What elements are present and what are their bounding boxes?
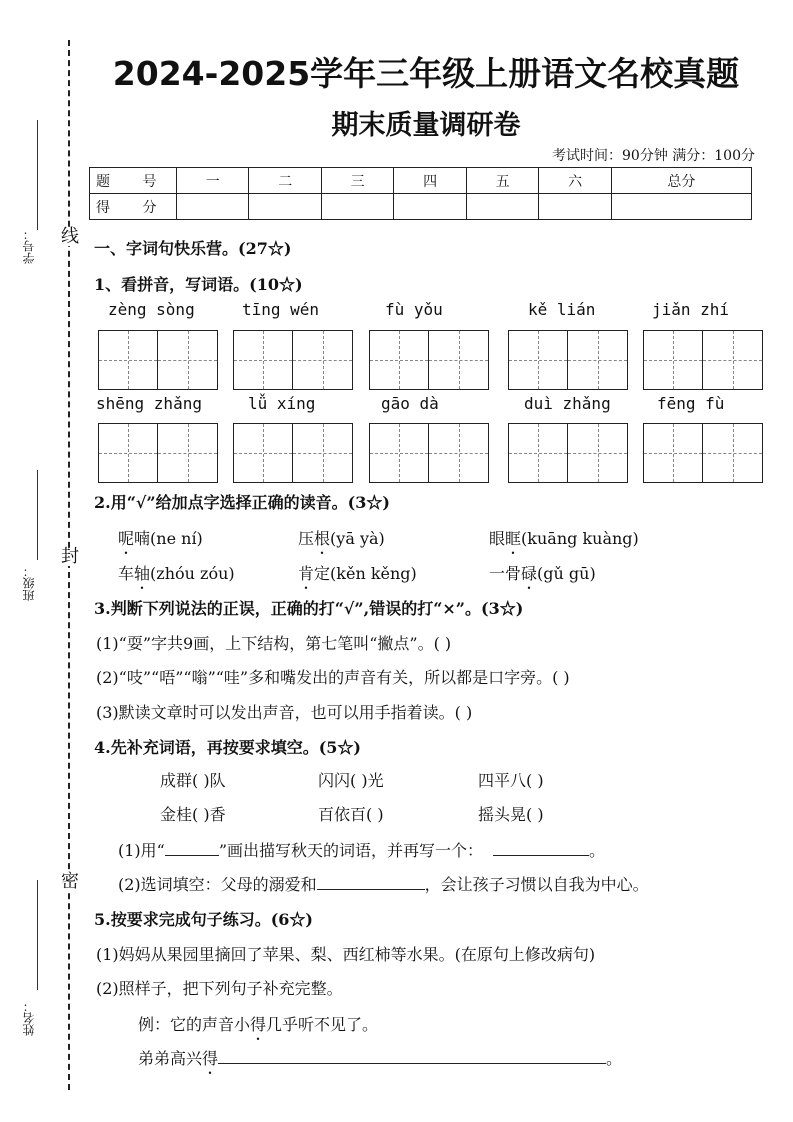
class-rule <box>37 470 38 560</box>
answer-blank[interactable] <box>218 1049 606 1064</box>
writing-grid[interactable] <box>233 330 353 390</box>
dotted-char: 根 <box>314 529 331 548</box>
fill-word[interactable]: 四平八( ) <box>478 771 544 790</box>
score-table-cell: 总分 <box>611 168 751 194</box>
page-title: 2024-2025学年三年级上册语文名校真题 <box>112 54 740 93</box>
writing-grid[interactable] <box>98 423 218 483</box>
sentence-task: (2)照样子，把下列句子补充完整。 <box>96 979 343 998</box>
score-table-cell: 题 号 <box>90 168 177 194</box>
score-table-cell: 得 分 <box>90 194 177 220</box>
reading-item: 压根(yā yà) <box>298 529 385 548</box>
writing-grid[interactable] <box>643 423 763 483</box>
question-heading: 1、看拼音，写词语。(10☆) <box>94 275 303 294</box>
score-input-cell[interactable] <box>466 194 538 220</box>
pinyin-label: lǚ xíng <box>248 394 316 413</box>
page-subtitle: 期末质量调研卷 <box>331 110 521 141</box>
writing-grid[interactable] <box>643 330 763 390</box>
exam-info: 考试时间：90分钟 满分：100分 <box>552 148 755 164</box>
score-input-cell[interactable] <box>321 194 393 220</box>
fill-word[interactable]: 成群( )队 <box>160 771 226 790</box>
writing-grid[interactable] <box>508 330 628 390</box>
fill-word[interactable]: 金桂( )香 <box>160 805 226 824</box>
dotted-char: 呢 <box>118 529 135 548</box>
score-table-cell: 三 <box>321 168 393 194</box>
pinyin-label: gāo dà <box>381 394 439 413</box>
name-label: 姓名： <box>22 1000 36 1036</box>
dotted-char: 肯 <box>298 564 315 583</box>
score-input-cell[interactable] <box>394 194 466 220</box>
pinyin-label: duì zhǎng <box>524 394 611 413</box>
judgement-item[interactable]: (1)“耍”字共9画，上下结构，第七笔叫“撇点”。( ) <box>96 634 452 653</box>
pinyin-label: jiǎn zhí <box>652 300 730 319</box>
binding-mark-xian: 线 <box>61 226 79 247</box>
reading-item: 呢喃(ne ní) <box>118 529 203 548</box>
name-rule <box>37 880 38 990</box>
fill-word[interactable]: 摇头晃( ) <box>478 805 544 824</box>
student-id-rule <box>37 120 38 230</box>
writing-grid[interactable] <box>98 330 218 390</box>
pinyin-label: fù yǒu <box>385 300 443 319</box>
answer-blank[interactable] <box>493 841 589 856</box>
score-input-cell[interactable] <box>177 194 249 220</box>
fill-sentence: (1)用“ ”画出描写秋天的词语，并再写一个： 。 <box>118 841 606 860</box>
task-sentence: 弟弟高兴得 。 <box>138 1049 623 1068</box>
score-table-score-row <box>90 194 752 220</box>
pinyin-label: zèng sòng <box>108 300 195 319</box>
writing-grid[interactable] <box>369 423 489 483</box>
fill-sentence: (2)选词填空：父母的溺爱和 ，会让孩子习惯以自我为中心。 <box>118 875 649 894</box>
question-heading: 4.先补充词语，再按要求填空。(5☆) <box>94 738 361 757</box>
writing-grid[interactable] <box>508 423 628 483</box>
question-heading: 3.判断下列说法的正误，正确的打“√”,错误的打“×”。(3☆) <box>94 599 524 618</box>
example-sentence: 例：它的声音小得几乎听不见了。 <box>138 1015 379 1034</box>
pinyin-label: fēng fù <box>657 394 725 413</box>
pinyin-label: tīng wén <box>242 300 320 319</box>
score-table-header-row <box>90 168 752 194</box>
score-table <box>89 167 752 220</box>
pinyin-label: shēng zhǎng <box>96 394 202 413</box>
answer-blank[interactable] <box>317 875 425 890</box>
writing-grid[interactable] <box>233 423 353 483</box>
score-table-cell: 五 <box>466 168 538 194</box>
score-table-cell: 四 <box>394 168 466 194</box>
judgement-item[interactable]: (3)默读文章时可以发出声音，也可以用手指着读。( ) <box>96 703 473 722</box>
score-input-cell[interactable] <box>249 194 321 220</box>
fill-word[interactable]: 百依百( ) <box>318 805 384 824</box>
underline-blank <box>165 841 219 856</box>
pinyin-label: kě lián <box>528 300 596 319</box>
reading-item: 眼眶(kuāng kuàng) <box>489 529 639 548</box>
section-heading: 一、字词句快乐营。(27☆) <box>94 239 292 258</box>
dotted-char: 轴 <box>134 564 151 583</box>
score-table-cell: 六 <box>539 168 611 194</box>
dotted-char: 眶 <box>505 529 522 548</box>
question-heading: 5.按要求完成句子练习。(6☆) <box>94 910 313 929</box>
score-input-cell[interactable] <box>611 194 751 220</box>
judgement-item[interactable]: (2)“吱”“唔”“嗡”“哇”多和嘴发出的声音有关，所以都是口字旁。( ) <box>96 668 570 687</box>
question-heading: 2.用“√”给加点字选择正确的读音。(3☆) <box>94 493 390 512</box>
reading-item: 一骨碌(gǔ gū) <box>489 564 596 583</box>
dotted-char: 得 <box>250 1015 267 1034</box>
writing-grid[interactable] <box>369 330 489 390</box>
reading-item: 肯定(kěn kěng) <box>298 564 417 583</box>
sentence-task: (1)妈妈从果园里摘回了苹果、梨、西红柿等水果。(在原句上修改病句) <box>96 945 596 964</box>
score-input-cell[interactable] <box>539 194 611 220</box>
score-table-cell: 一 <box>177 168 249 194</box>
binding-mark-feng: 封 <box>61 546 79 567</box>
dotted-char: 碌 <box>521 564 538 583</box>
score-table-cell: 二 <box>249 168 321 194</box>
class-label: 班级： <box>22 565 36 601</box>
reading-item: 车轴(zhóu zóu) <box>118 564 235 583</box>
dotted-char: 得 <box>202 1049 219 1068</box>
binding-mark-mi: 密 <box>61 871 79 892</box>
fill-word[interactable]: 闪闪( )光 <box>318 771 384 790</box>
student-id-label: 学号： <box>22 228 36 264</box>
